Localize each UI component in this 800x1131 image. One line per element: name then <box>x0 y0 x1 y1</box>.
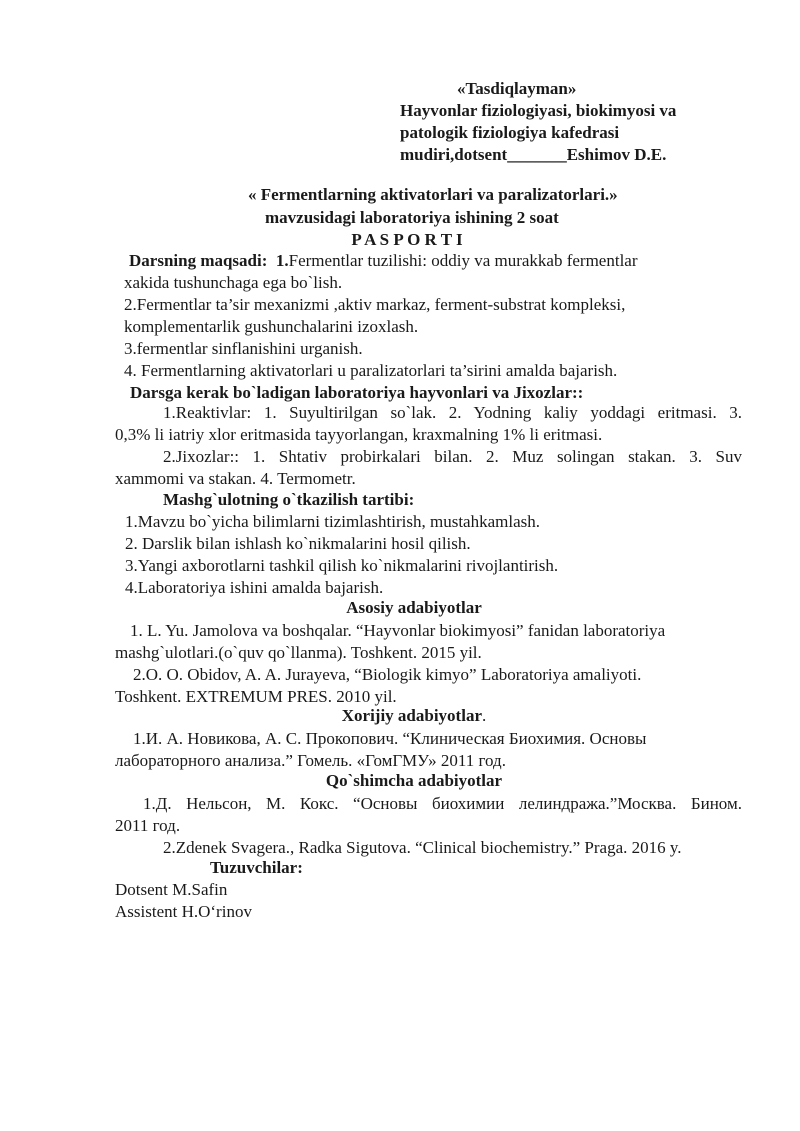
goal-number: 1. <box>275 251 289 270</box>
foreign-literature-item-1a: 1.И. А. Новикова, А. С. Прокопович. “Клиническая Биохимия. Основы <box>133 729 647 748</box>
foreign-literature-heading: Xorijiy adabiyotlar <box>341 706 482 725</box>
needs-heading: Darsga kerak bo`ladigan laboratoriya hayvonlari va Jixozlar:: <box>130 383 584 402</box>
approval-line-3: mudiri,dotsent_______Eshimov D.E. <box>400 145 667 164</box>
reagents-line-1: 1.Reaktivlar: 1. Suyultirilgan so`lak. 2. Yodning kaliy yoddagi eritmasi. 3. <box>163 403 742 422</box>
main-literature-item-2b: Toshkent. EXTREMUM PRES. 2010 yil. <box>115 687 397 706</box>
extra-literature-item-2: 2.Zdenek Svagera., Radka Sigutova. “Clinical biochemistry.” Praga. 2016 y. <box>163 838 682 857</box>
extra-literature-item-1b: 2011 год. <box>115 816 181 835</box>
authors-heading: Tuzuvchilar: <box>210 858 303 877</box>
order-item: 4.Laboratoriya ishini amalda bajarish. <box>125 578 384 597</box>
order-item: 1.Mavzu bo`yicha bilimlarni tizimlashtirish, mustahkamlash. <box>125 512 541 531</box>
reagents-line-2: 0,3% li iatriy xlor eritmasida tayyorlangan, kraxmalning 1% li eritmasi. <box>115 425 603 444</box>
order-heading: Mashg`ulotning o`tkazilish tartibi: <box>163 490 415 509</box>
goal-line-2: xakida tushunchaga ega bo`lish. <box>124 273 343 292</box>
approval-line-1: Hayvonlar fiziologiyasi, biokimyosi va <box>400 101 677 120</box>
foreign-literature-item-1b: лабораторного анализа.” Гомель. «ГомГМУ» 2011 год. <box>115 751 506 770</box>
goal-line-4: komplementarlik gushunchalarini izoxlash. <box>124 317 419 336</box>
order-item: 2. Darslik bilan ishlash ko`nikmalarini hosil qilish. <box>125 534 471 553</box>
approval-title: «Tasdiqlayman» <box>457 79 577 98</box>
topic-title: « Fermentlarning aktivatorlari va paralizatorlari.» <box>248 185 618 204</box>
approval-line-2: patologik fiziologiya kafedrasi <box>400 123 620 142</box>
goal-text-1: Fermentlar tuzilishi: oddiy va murakkab fermentlar <box>288 251 638 270</box>
passport-heading: P A S P O R T I <box>351 230 463 249</box>
topic-subtitle: mavzusidagi laboratoriya ishining 2 soat <box>265 208 559 227</box>
goal-line-1 <box>129 250 638 272</box>
author-2: Assistent H.O‘rinov <box>115 902 252 921</box>
main-literature-item-1a: 1. L. Yu. Jamolova va boshqalar. “Hayvonlar biokimyosi” fanidan laboratoriya <box>130 621 666 640</box>
equipment-line-2: xammomi va stakan. 4. Termometr. <box>115 469 356 488</box>
order-item: 3.Yangi axborotlarni tashkil qilish ko`nikmalarini rivojlantirish. <box>125 556 559 575</box>
goal-line-3: 2.Fermentlar ta’sir mexanizmi ,aktiv markaz, ferment-substrat kompleksi, <box>124 295 626 314</box>
author-1: Dotsent M.Safin <box>115 880 228 899</box>
main-literature-item-1b: mashg`ulotlari.(o`quv qo`llanma). Toshkent. 2015 yil. <box>115 643 482 662</box>
goal-line-6: 4. Fermentlarning aktivatorlari u paralizatorlari ta’sirini amalda bajarish. <box>124 361 618 380</box>
main-literature-heading: Asosiy adabiyotlar <box>346 598 482 617</box>
main-literature-item-2a: 2.O. O. Obidov, A. A. Jurayeva, “Biologik kimyo” Laboratoriya amaliyoti. <box>133 665 642 684</box>
goal-line-5: 3.fermentlar sinflanishini urganish. <box>124 339 363 358</box>
foreign-literature-heading-row <box>0 705 800 727</box>
extra-literature-heading: Qo`shimcha adabiyotlar <box>325 771 503 790</box>
extra-literature-item-1a: 1.Д. Нельсон, М. Кокс. “Основы биохимии лелиндража.”Москва. Бином. <box>143 794 742 813</box>
heading-dot: . <box>482 706 487 725</box>
goal-label: Darsning maqsadi: <box>129 251 268 270</box>
equipment-line-1: 2.Jixozlar:: 1. Shtativ probirkalari bilan. 2. Muz solingan stakan. 3. Suv <box>163 447 742 466</box>
